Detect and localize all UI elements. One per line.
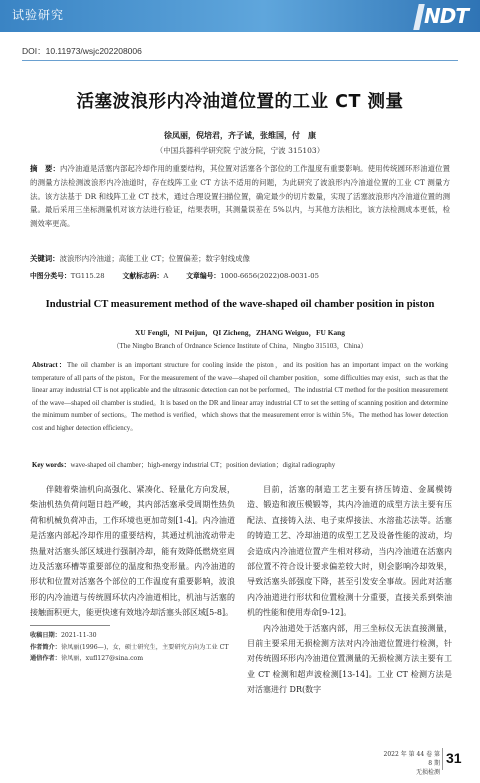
article-metadata [30, 270, 450, 280]
keywords-en-text: wave-shaped oil chamber；high-energy industrial CT；position deviation；digital radiography [70, 462, 336, 469]
journal-info [380, 750, 440, 777]
keywords-text: 波浪形内冷油道；高能工业 CT；位置偏差；数字射线成像 [59, 254, 250, 263]
body-column-left [30, 482, 235, 621]
page-divider [442, 748, 443, 770]
authors-english: XU Fengli，NI Peijun，QI Zicheng，ZHANG Weiguo，FU Kang [135, 328, 345, 337]
title-english: Industrial CT measurement method of the wave-shaped oil chamber position in piston [45, 299, 435, 310]
received-date: 收稿日期：2021-11-30 [30, 632, 97, 639]
document-code: 文献标志码：A [122, 272, 169, 280]
keywords-chinese [30, 253, 450, 264]
body-paragraph: 伴随着柴油机向高强化、紧凑化、轻量化方向发展，柴油机热负荷问题日趋严峻，其内部活塞承受周期性热负荷和机械负荷冲击，工作环境也更加苛刻[1-4]。内冷油道是活塞内部起冷却作用的重要结构，其通过机油流动带走热量对活塞头部区域进行强制冷却，能有效降低燃烧室周边及活塞环槽等重要部位的温度和热变形量。内冷油道的形状和位置对活塞各个部位的工作温度有重要影响，波浪形的内冷油道与传统圆环状内冷油道相比，机油与活塞的接触面积更大，能更快速有效地冷却活塞头部区域[5-8]。 [30, 485, 235, 618]
footnote-divider [30, 625, 110, 626]
abstract-text: 内冷油道是活塞内部起冷却作用的重要结构，其位置对活塞各个部位的工作温度有重要影响。使用传统圆环形油道位置的测量方法检测波浪形内冷油道时，存在线阵工业 CT 方法不适用的问题，为此研究了波浪形内冷油道位置的工业 CT 测量方法。该方法基于 DR 和线阵工业 CT 技术，通过合理设置扫描位置，确定最少的切片数量，实现了活塞波浪形内冷油道位置的测量。最后采用三坐标测量机对该方法进行验证，结果表明，其测量误差在 5%以内，与其他方法相比，该方法检测成本更低，检测效率更高。 [30, 164, 450, 229]
abstract-en-label: Abstract： [32, 362, 68, 369]
authors-chinese: 徐凤丽，倪培君，齐子诚，张维国，付 康 [164, 131, 316, 140]
affiliation-chinese: （中国兵器科学研究院 宁波分院，宁波 315103） [155, 146, 325, 155]
doi[interactable]: DOI：10.11973/wsjc202208006 [22, 46, 142, 56]
affiliation-english: （The Ningbo Branch of Ordnance Science Institute of China，Ningbo 315103，China） [112, 342, 368, 350]
abstract-chinese [30, 162, 450, 231]
keywords-english [32, 459, 448, 469]
body-column-right [247, 482, 452, 698]
page-number: 31 [446, 750, 462, 766]
body-paragraph: 目前，活塞的制造工艺主要有挤压铸造、金属模铸造、锻造和液压模锻等，其内冷油道的成型方法主要有压配法、直接铸入法、电子束焊接法、水溶盐芯法等。活塞的铸造工艺、冷却油道的成型工艺及设备性能的波动，均会造成内冷油道位置产生相对移动，当内冷油道在活塞内部位置不符合设计要求偏差较大时，则会影响冷却效果，导致活塞头部强度下降，甚至引发安全事故。因此对活塞内冷油道进行形状和位置检测十分重要，直接关系到柴油机的性能和使用寿命[9-12]。 [247, 485, 452, 618]
journal-issue: 2022 年 第 44 卷 第 8 期 [383, 751, 440, 767]
body-paragraph: 内冷油道处于活塞内部，用三坐标仪无法直接测量，目前主要采用无损检测方法对内冷油道位置进行检测，针对传统圆环形内冷油道位置测量的无损检测方法主要有工业 CT 检测和超声波检测[13-14]。工业 CT 检测方法是对活塞进行 DR(数字 [247, 623, 452, 695]
abstract-label: 摘 要： [30, 164, 61, 173]
keywords-label: 关键词： [30, 254, 60, 263]
section-label: 试验研究 [12, 8, 65, 22]
journal-logo: NDT [424, 4, 468, 28]
clc-number: 中图分类号：TG115.28 [30, 272, 105, 280]
divider [22, 60, 458, 61]
abstract-en-text: The oil chamber is an important structure for cooling inside the piston，and its position has an important impact on the working temperature of all parts of the piston。For the measurement of the wave—shaped oil chamber position，some difficulties may exist，such as that the linear array industrial CT is not applicable and the ultrasonic detection can not be performed。The industrial CT method for the position measurement of the wave—shaped oil chamber is studied。It is based on the DR and linear array industrial CT to set the setting of scanning position and determine the minimum number of sections。The method is verified，which shows that the measurement error is within 5%。The method has lower detection cost and higher detection efficiency。 [32, 362, 448, 432]
article-number: 文章编号：1000-6656(2022)08-0031-05 [186, 272, 319, 280]
author-bio: 作者简介：徐凤丽(1996—)，女，硕士研究生，主要研究方向为工业 CT [30, 643, 229, 651]
keywords-en-label: Key words： [32, 462, 71, 469]
title-chinese: 活塞波浪形内冷油道位置的工业 CT 测量 [76, 92, 404, 112]
journal-name: 无损检测 [415, 769, 440, 776]
abstract-english [32, 360, 448, 436]
corresponding-author: 通信作者：徐凤丽，xufl127@sina.com [30, 655, 144, 663]
header-band [0, 0, 480, 32]
footnotes [30, 630, 235, 665]
